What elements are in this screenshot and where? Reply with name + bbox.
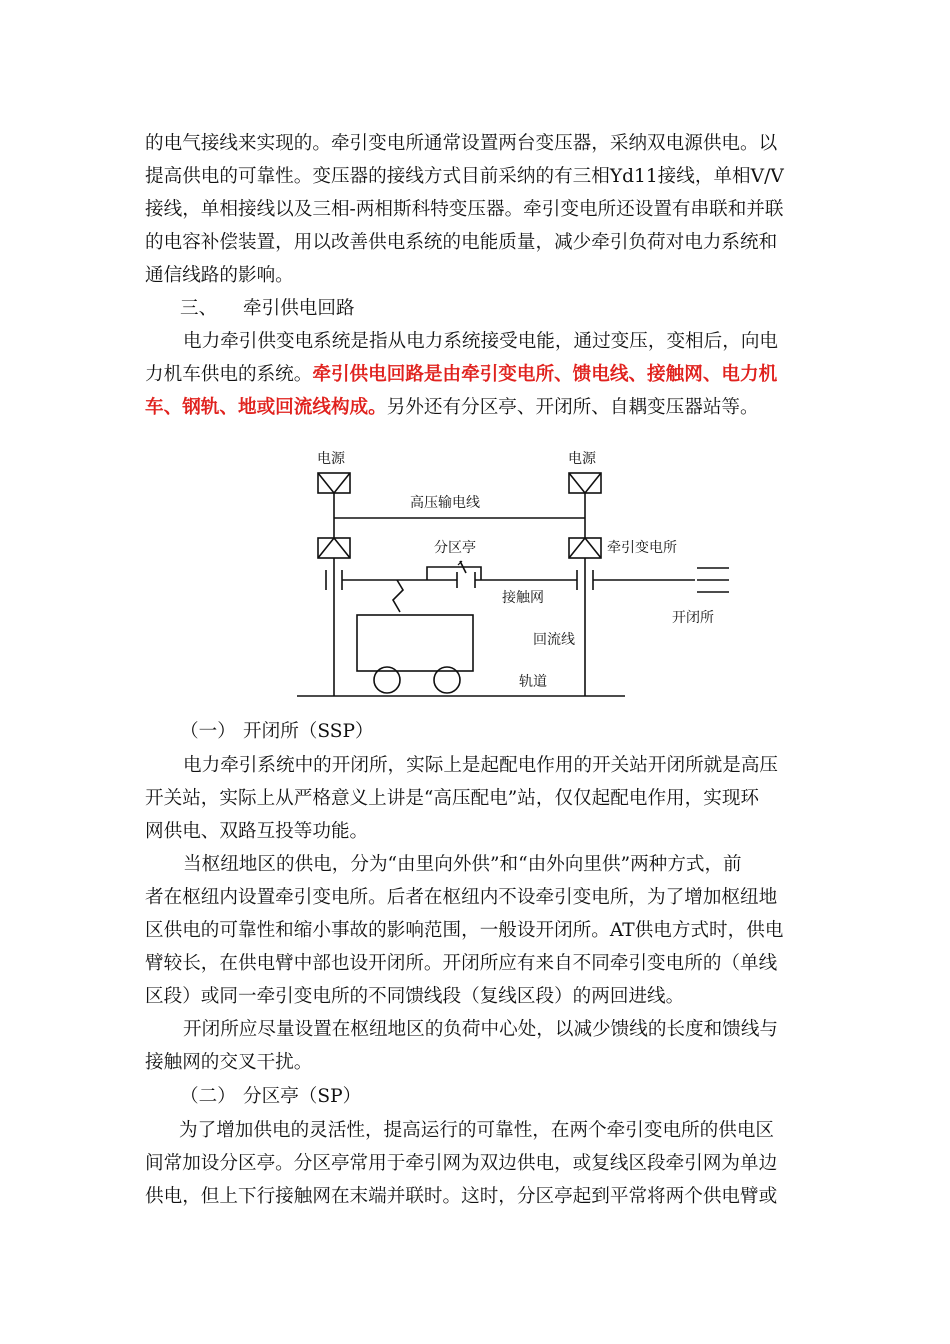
text-line: 的电气接线来实现的。牵引变电所通常设置两台变压器，采纳双电源供电。以	[145, 133, 778, 154]
transformer-symbol-right	[569, 538, 601, 558]
locomotive-body	[357, 615, 473, 671]
text-line: 接触网的交叉干扰。	[145, 1052, 313, 1073]
text-line: 接线，单相接线以及三相-两相斯科特变压器。牵引变电所还设置有串联和并联	[145, 199, 784, 220]
text-line: 者在枢纽内设置牵引变电所。后者在枢纽内不设牵引变电所，为了增加枢纽地	[145, 887, 778, 908]
text-line: 臂较长，在供电臂中部也设开闭所。开闭所应有来自不同牵引变电所的（单线	[145, 953, 778, 974]
section-number: 三、	[180, 298, 218, 319]
transformer-box-left	[318, 538, 350, 558]
source-symbol-right	[569, 473, 601, 493]
source-box-right	[569, 473, 601, 493]
text-line: 通信线路的影响。	[145, 265, 294, 286]
subsection-number: （一）	[180, 721, 236, 742]
intro-paragraph	[145, 127, 807, 292]
transformer-symbol-left	[318, 538, 350, 558]
subsection-number: （二）	[180, 1086, 236, 1107]
text-line: 区供电的可靠性和缩小事故的影响范围，一般设开闭所。AT供电方式时，供电	[145, 920, 784, 941]
text-line: 间常加设分区亭。分区亭常用于牵引网为双边供电，或复线区段牵引网为单边	[145, 1153, 778, 1174]
text-line: 网供电、双路互投等功能。	[145, 821, 369, 842]
substation-label: 牵引变电所	[607, 540, 677, 556]
text-line: 供电，但上下行接触网在末端并联时。这时，分区亭起到平常将两个供电臂或	[145, 1186, 778, 1207]
return-line-label: 回流线	[533, 632, 575, 648]
highlighted-text: 车、钢轨、地或回流线构成。	[145, 397, 387, 418]
text-line: 为了增加供电的灵活性，提高运行的可靠性，在两个牵引变电所的供电区	[179, 1120, 775, 1141]
sectioning-post-bypass	[427, 567, 481, 580]
plain-text: 另外还有分区亭、开闭所、自耦变压器站等。	[386, 397, 759, 418]
text-line: 电力牵引供变电系统是指从电力系统接受电能，通过变压，变相后，向电	[183, 331, 779, 352]
section3-paragraph	[145, 325, 807, 424]
plain-text: 力机车供电的系统。	[145, 364, 313, 385]
sectioning-post-label: 分区亭	[434, 540, 476, 556]
text-line: 区段）或同一牵引变电所的不同馈线段（复线区段）的两回进线。	[145, 986, 685, 1007]
text-line: 的电容补偿装置，用以改善供电系统的电能质量，减少牵引负荷对电力系统和	[145, 232, 778, 253]
section-title: 牵引供电回路	[243, 298, 355, 319]
catenary-label: 接触网	[502, 590, 544, 606]
traction-circuit-diagram	[297, 440, 714, 698]
source-label-right: 电源	[568, 451, 596, 467]
pantograph	[393, 580, 403, 612]
hv-line-label: 高压输电线	[410, 495, 480, 511]
text-line: 开闭所应尽量设置在枢纽地区的负荷中心处，以减少馈线的长度和馈线与	[183, 1019, 779, 1040]
text-line	[145, 391, 807, 424]
source-box-left	[318, 473, 350, 493]
source-label-left: 电源	[317, 451, 345, 467]
subsection-title: 开闭所（SSP）	[243, 721, 374, 742]
text-line: 提高供电的可靠性。变压器的接线方式目前采纳的有三相Yd11接线，单相V/V	[145, 166, 784, 187]
transformer-box-right	[569, 538, 601, 558]
text-line: 开关站，实际上从严格意义上讲是“高压配电”站，仅仅起配电作用，实现环	[145, 788, 760, 809]
highlighted-text: 牵引供电回路是由牵引变电所、馈电线、接触网、电力机	[312, 364, 778, 385]
text-line: 当枢纽地区的供电，分为“由里向外供”和“由外向里供”两种方式，前	[183, 854, 742, 875]
text-line	[145, 358, 807, 391]
switching-station-label: 开闭所	[672, 610, 714, 626]
sub1-paragraph-2	[145, 848, 807, 1013]
sub1-paragraph-1	[145, 749, 807, 848]
sub1-paragraph-3	[145, 1013, 807, 1079]
sub2-paragraph	[145, 1114, 807, 1213]
text-line: 电力牵引系统中的开闭所，实际上是起配电作用的开关站开闭所就是高压	[183, 755, 779, 776]
source-symbol-left	[318, 473, 350, 493]
subsection-title: 分区亭（SP）	[243, 1086, 362, 1107]
track-label: 轨道	[519, 674, 547, 690]
